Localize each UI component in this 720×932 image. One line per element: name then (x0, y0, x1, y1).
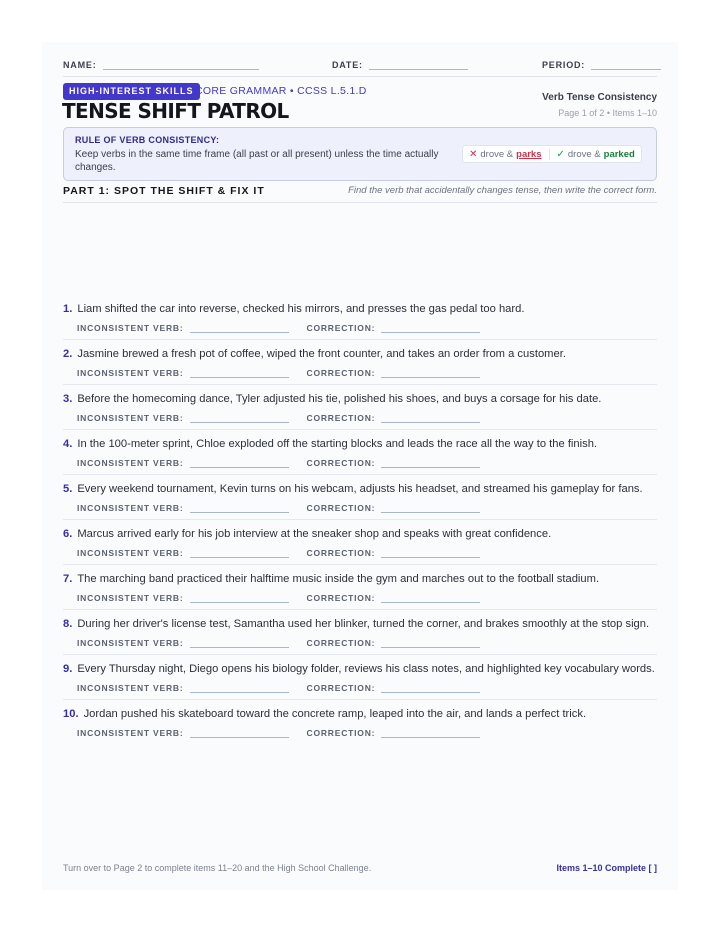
correction-label: CORRECTION: (306, 323, 376, 333)
question-number: 3. (63, 393, 73, 405)
correction-label: CORRECTION: (306, 638, 376, 648)
question-list (63, 302, 657, 751)
wrong-example-word: parks (516, 148, 542, 160)
rule-box (63, 127, 657, 181)
worksheet-page (42, 42, 678, 890)
question-sentence: Before the homecoming dance, Tyler adjusted his tie, polished his shoes, and buys a corsage for his date. (77, 393, 602, 405)
question-text-row (63, 302, 657, 316)
inconsistent-verb-label: INCONSISTENT VERB: (77, 458, 184, 468)
inconsistent-verb-input[interactable] (190, 501, 289, 513)
question-item (63, 527, 657, 565)
date-input-line[interactable] (369, 58, 468, 70)
question-text-row (63, 392, 657, 406)
inconsistent-verb-input[interactable] (190, 591, 289, 603)
inconsistent-verb-label: INCONSISTENT VERB: (77, 683, 184, 693)
answer-row (63, 365, 657, 378)
student-info-row (63, 58, 657, 74)
wrong-example-prefix: drove & (480, 148, 514, 160)
question-text-row (63, 617, 657, 631)
topic-label: Verb Tense Consistency (542, 92, 657, 103)
correction-input[interactable] (381, 546, 480, 558)
question-item (63, 482, 657, 520)
period-field (542, 58, 661, 70)
cross-icon: ✕ (469, 148, 478, 160)
inconsistent-verb-label: INCONSISTENT VERB: (77, 593, 184, 603)
question-item (63, 392, 657, 430)
footer-note: Turn over to Page 2 to complete items 11–20 and the High School Challenge. (63, 863, 372, 873)
part-heading: PART 1: SPOT THE SHIFT & FIX IT (63, 185, 265, 197)
inconsistent-verb-input[interactable] (190, 636, 289, 648)
question-text-row (63, 482, 657, 496)
name-label: NAME: (63, 60, 97, 70)
example-box (462, 145, 642, 163)
inconsistent-verb-input[interactable] (190, 726, 289, 738)
answer-row (63, 725, 657, 738)
correction-label: CORRECTION: (306, 458, 376, 468)
question-number: 2. (63, 348, 73, 360)
inconsistent-verb-label: INCONSISTENT VERB: (77, 413, 184, 423)
example-divider (549, 149, 550, 160)
correction-label: CORRECTION: (306, 413, 376, 423)
skill-badge: HIGH-INTEREST SKILLS (63, 83, 200, 100)
question-sentence: In the 100-meter sprint, Chloe exploded off the starting blocks and leads the race all the way to the finish. (77, 438, 598, 450)
period-input-line[interactable] (591, 58, 661, 70)
correction-input[interactable] (381, 411, 480, 423)
answer-row (63, 545, 657, 558)
question-sentence: Jasmine brewed a fresh pot of coffee, wiped the front counter, and takes an order from a customer. (77, 348, 566, 360)
inconsistent-verb-label: INCONSISTENT VERB: (77, 638, 184, 648)
answer-row (63, 455, 657, 468)
standards-label: CORE GRAMMAR • CCSS L.5.1.D (195, 85, 367, 97)
answer-row (63, 680, 657, 693)
correction-label: CORRECTION: (306, 368, 376, 378)
correction-label: CORRECTION: (306, 683, 376, 693)
wrong-example (469, 149, 542, 160)
inconsistent-verb-input[interactable] (190, 411, 289, 423)
question-number: 8. (63, 618, 73, 630)
question-number: 6. (63, 528, 73, 540)
correction-label: CORRECTION: (306, 503, 376, 513)
correction-input[interactable] (381, 726, 480, 738)
rule-text: Keep verbs in the same time frame (all past or all present) unless the time actually changes. (75, 149, 439, 173)
inconsistent-verb-input[interactable] (190, 366, 289, 378)
question-number: 10. (63, 708, 79, 720)
inconsistent-verb-input[interactable] (190, 546, 289, 558)
inconsistent-verb-input[interactable] (190, 321, 289, 333)
part-instructions: Find the verb that accidentally changes tense, then write the correct form. (348, 185, 657, 196)
answer-row (63, 410, 657, 423)
question-number: 5. (63, 483, 73, 495)
question-item (63, 662, 657, 700)
date-field (332, 58, 468, 70)
inconsistent-verb-label: INCONSISTENT VERB: (77, 323, 184, 333)
inconsistent-verb-label: INCONSISTENT VERB: (77, 503, 184, 513)
question-text-row (63, 662, 657, 676)
answer-row (63, 320, 657, 333)
period-label: PERIOD: (542, 60, 586, 70)
inconsistent-verb-label: INCONSISTENT VERB: (77, 548, 184, 558)
correction-input[interactable] (381, 321, 480, 333)
correction-input[interactable] (381, 366, 480, 378)
inconsistent-verb-label: INCONSISTENT VERB: (77, 728, 184, 738)
inconsistent-verb-label: INCONSISTENT VERB: (77, 368, 184, 378)
right-example-word: parked (603, 148, 635, 160)
question-text-row (63, 527, 657, 541)
question-text-row (63, 707, 657, 721)
correction-input[interactable] (381, 636, 480, 648)
right-example-prefix: drove & (567, 148, 601, 160)
page-title: TENSE SHIFT PATROL (62, 99, 289, 123)
question-number: 7. (63, 573, 73, 585)
check-icon: ✓ (556, 148, 565, 160)
correction-label: CORRECTION: (306, 728, 376, 738)
right-example (557, 149, 635, 160)
question-text-row (63, 437, 657, 451)
correction-input[interactable] (381, 681, 480, 693)
question-number: 1. (63, 303, 73, 315)
name-input-line[interactable] (103, 58, 259, 70)
answer-row (63, 590, 657, 603)
date-label: DATE: (332, 60, 363, 70)
question-item (63, 707, 657, 744)
answer-row (63, 635, 657, 648)
question-number: 9. (63, 663, 73, 675)
correction-input[interactable] (381, 456, 480, 468)
completion-checkbox-label[interactable]: Items 1–10 Complete [ ] (556, 863, 657, 873)
answer-row (63, 500, 657, 513)
rule-heading: RULE OF VERB CONSISTENCY: (75, 135, 220, 145)
name-field (63, 58, 259, 70)
question-item (63, 347, 657, 385)
question-text-row (63, 347, 657, 361)
correction-input[interactable] (381, 591, 480, 603)
question-sentence: Every weekend tournament, Kevin turns on his webcam, adjusts his headset, and streamed his gameplay for fans. (77, 483, 643, 495)
question-item (63, 437, 657, 475)
correction-input[interactable] (381, 501, 480, 513)
question-item (63, 302, 657, 340)
question-sentence: Liam shifted the car into reverse, checked his mirrors, and presses the gas pedal too hard. (77, 303, 525, 315)
divider (63, 202, 657, 203)
question-sentence: The marching band practiced their halftime music inside the gym and marches out to the football stadium. (77, 573, 600, 585)
question-sentence: Marcus arrived early for his job interview at the sneaker shop and speaks with great confidence. (77, 528, 552, 540)
correction-label: CORRECTION: (306, 548, 376, 558)
question-sentence: Every Thursday night, Diego opens his biology folder, reviews his class notes, and highlighted key vocabulary words. (77, 663, 655, 675)
inconsistent-verb-input[interactable] (190, 456, 289, 468)
question-number: 4. (63, 438, 73, 450)
question-sentence: Jordan pushed his skateboard toward the concrete ramp, leaped into the air, and lands a perfect trick. (83, 708, 587, 720)
page-info: Page 1 of 2 • Items 1–10 (558, 108, 657, 118)
question-text-row (63, 572, 657, 586)
inconsistent-verb-input[interactable] (190, 681, 289, 693)
question-item (63, 617, 657, 655)
question-sentence: During her driver's license test, Samantha used her blinker, turned the corner, and brakes smoothly at the stop sign. (77, 618, 650, 630)
correction-label: CORRECTION: (306, 593, 376, 603)
question-item (63, 572, 657, 610)
divider (63, 76, 657, 77)
